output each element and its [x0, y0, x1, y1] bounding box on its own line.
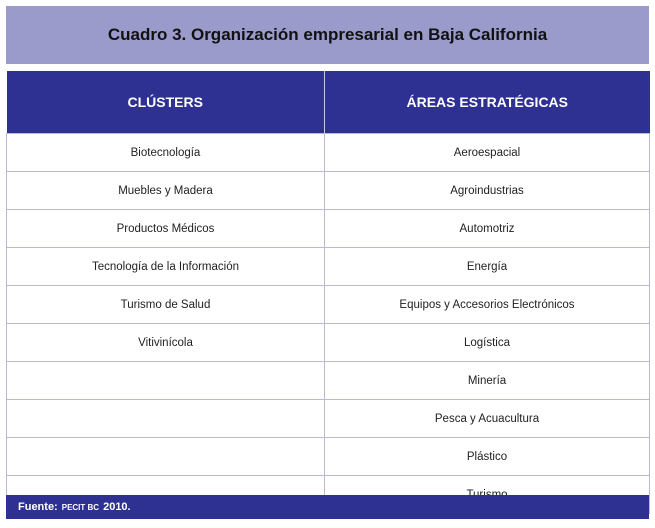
table-row	[7, 400, 650, 438]
cluster-cell: Turismo de Salud	[7, 286, 325, 324]
cluster-cell: Tecnología de la Información	[7, 248, 325, 286]
table-row	[7, 362, 650, 400]
table-row	[7, 324, 650, 362]
source-label: Fuente:	[18, 501, 58, 513]
table-row	[7, 438, 650, 476]
area-cell: Minería	[325, 362, 650, 400]
area-cell: Aeroespacial	[325, 134, 650, 172]
table-title-bar	[6, 6, 649, 64]
cluster-cell	[7, 362, 325, 400]
header-areas: ÁREAS ESTRATÉGICAS	[325, 71, 650, 134]
cluster-cell: Vitivinícola	[7, 324, 325, 362]
table-row	[7, 286, 650, 324]
table-header-row	[7, 71, 650, 134]
table-row	[7, 248, 650, 286]
organization-table	[6, 71, 649, 514]
cluster-cell: Biotecnología	[7, 134, 325, 172]
table-row	[7, 210, 650, 248]
table-row	[7, 134, 650, 172]
header-clusters: CLÚSTERS	[7, 71, 325, 134]
cluster-cell	[7, 400, 325, 438]
table-row	[7, 172, 650, 210]
cluster-cell	[7, 438, 325, 476]
cluster-cell: Productos Médicos	[7, 210, 325, 248]
source-name: PECIT BC	[61, 502, 100, 512]
cluster-cell: Muebles y Madera	[7, 172, 325, 210]
table-title: Cuadro 3. Organización empresarial en Baja California	[107, 25, 548, 44]
area-cell: Plástico	[325, 438, 650, 476]
area-cell: Equipos y Accesorios Electrónicos	[325, 286, 650, 324]
area-cell: Logística	[325, 324, 650, 362]
area-cell: Agroindustrias	[325, 172, 650, 210]
area-cell: Automotriz	[325, 210, 650, 248]
source-footer	[6, 495, 649, 519]
source-year: 2010.	[103, 501, 131, 513]
area-cell: Pesca y Acuacultura	[325, 400, 650, 438]
area-cell: Energía	[325, 248, 650, 286]
